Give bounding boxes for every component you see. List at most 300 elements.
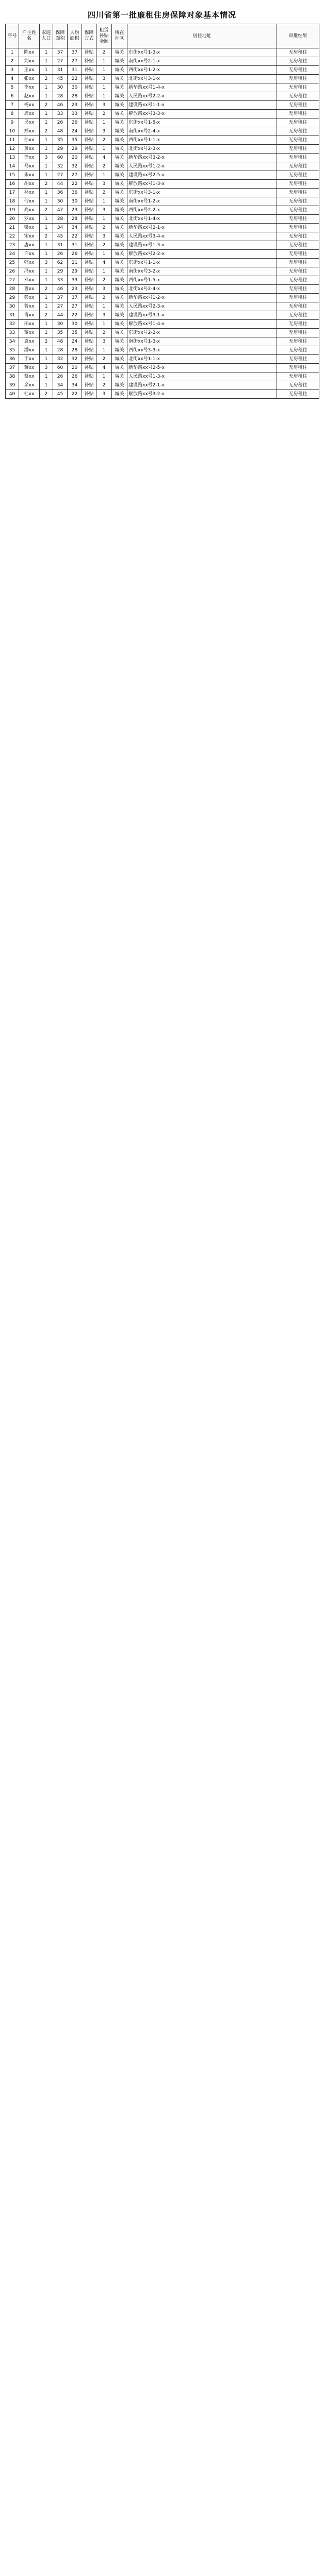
table-cell: 1 bbox=[6, 48, 19, 57]
table-cell: 宋xx bbox=[19, 232, 40, 241]
table-cell: 无房租住 bbox=[277, 346, 319, 355]
table-cell: 6 bbox=[6, 92, 19, 101]
table-cell: 3 bbox=[96, 285, 112, 294]
table-cell: 35 bbox=[6, 346, 19, 355]
table-cell: 西街xx号2-2-x bbox=[127, 206, 277, 215]
table-cell: 47 bbox=[53, 206, 68, 215]
table-cell: 城关 bbox=[112, 241, 127, 250]
table-row bbox=[6, 364, 319, 372]
table-cell: 1 bbox=[40, 250, 53, 259]
table-cell: 26 bbox=[6, 267, 19, 276]
table-cell: 无房租住 bbox=[277, 372, 319, 381]
table-cell: 27 bbox=[53, 171, 68, 180]
table-cell: 39 bbox=[6, 381, 19, 390]
table-cell: 32 bbox=[53, 162, 68, 171]
table-cell: 44 bbox=[53, 180, 68, 189]
table-cell: 3 bbox=[96, 232, 112, 241]
table-cell: 1 bbox=[40, 372, 53, 381]
table-row bbox=[6, 101, 319, 110]
table-cell: 29 bbox=[68, 267, 82, 276]
table-cell: 补贴 bbox=[82, 66, 96, 75]
table-cell: 无房租住 bbox=[277, 241, 319, 250]
table-cell: 22 bbox=[68, 180, 82, 189]
table-cell: 2 bbox=[96, 224, 112, 232]
table-cell: 29 bbox=[6, 294, 19, 302]
table-cell: 补贴 bbox=[82, 215, 96, 224]
table-cell: 无房租住 bbox=[277, 189, 319, 197]
table-cell: 31 bbox=[53, 66, 68, 75]
header-cell: 租赁补贴金额 bbox=[96, 24, 112, 48]
table-row bbox=[6, 259, 319, 267]
header-cell: 家庭人口 bbox=[40, 24, 53, 48]
table-row bbox=[6, 267, 319, 276]
table-cell: 31 bbox=[68, 241, 82, 250]
table-cell: 30 bbox=[53, 197, 68, 206]
table-cell: 7 bbox=[6, 101, 19, 110]
table-cell: 60 bbox=[53, 154, 68, 162]
table-cell: 补贴 bbox=[82, 232, 96, 241]
table-cell: 补贴 bbox=[82, 285, 96, 294]
table-cell: 2 bbox=[96, 381, 112, 390]
table-cell: 林xx bbox=[19, 189, 40, 197]
table-cell: 30 bbox=[68, 320, 82, 329]
table-cell: 1 bbox=[96, 267, 112, 276]
table-cell: 30 bbox=[68, 83, 82, 92]
table-cell: 3 bbox=[6, 66, 19, 75]
table-cell: 无房租住 bbox=[277, 110, 319, 118]
table-cell: 5 bbox=[6, 83, 19, 92]
table-cell: 28 bbox=[68, 215, 82, 224]
table-cell: 城关 bbox=[112, 189, 127, 197]
table-cell: 34 bbox=[6, 337, 19, 346]
table-cell: 27 bbox=[68, 302, 82, 311]
table-cell: 35 bbox=[68, 329, 82, 337]
table-row bbox=[6, 372, 319, 381]
table-cell: 32 bbox=[68, 162, 82, 171]
table-cell: 3 bbox=[96, 390, 112, 399]
table-cell: 补贴 bbox=[82, 145, 96, 154]
table-cell: 城关 bbox=[112, 197, 127, 206]
table-cell: 2 bbox=[40, 101, 53, 110]
table-cell: 王xx bbox=[19, 66, 40, 75]
document-sheet bbox=[5, 6, 319, 399]
table-row bbox=[6, 320, 319, 329]
table-cell: 无房租住 bbox=[277, 154, 319, 162]
table-cell: 何xx bbox=[19, 197, 40, 206]
table-cell: 南街xx号2-4-x bbox=[127, 127, 277, 136]
table-cell: 无房租住 bbox=[277, 381, 319, 390]
table-cell: 吴xx bbox=[19, 118, 40, 127]
table-cell: 34 bbox=[53, 224, 68, 232]
table-cell: 38 bbox=[6, 372, 19, 381]
table-cell: 30 bbox=[53, 320, 68, 329]
table-cell: 杨xx bbox=[19, 101, 40, 110]
table-cell: 35 bbox=[68, 136, 82, 145]
table-cell: 人民路xx号2-2-x bbox=[127, 92, 277, 101]
table-cell: 24 bbox=[6, 250, 19, 259]
table-cell: 2 bbox=[96, 355, 112, 364]
table-cell: 无房租住 bbox=[277, 92, 319, 101]
table-cell: 1 bbox=[40, 276, 53, 285]
table-cell: 建设路xx号1-3-x bbox=[127, 241, 277, 250]
header-cell: 保障方式 bbox=[82, 24, 96, 48]
table-cell: 31 bbox=[68, 66, 82, 75]
table-cell: 1 bbox=[96, 215, 112, 224]
table-cell: 33 bbox=[53, 276, 68, 285]
table-cell: 28 bbox=[68, 346, 82, 355]
table-row bbox=[6, 48, 319, 57]
header-cell: 人均面积 bbox=[68, 24, 82, 48]
table-cell: 建设路xx号3-1-x bbox=[127, 311, 277, 320]
table-cell: 22 bbox=[68, 311, 82, 320]
table-body bbox=[6, 48, 319, 399]
table-cell: 无房租住 bbox=[277, 320, 319, 329]
table-cell: 孙xx bbox=[19, 136, 40, 145]
table-cell: 2 bbox=[40, 206, 53, 215]
table-cell: 1 bbox=[40, 66, 53, 75]
table-cell: 罗xx bbox=[19, 215, 40, 224]
header-cell: 户主姓名 bbox=[19, 24, 40, 48]
table-row bbox=[6, 276, 319, 285]
table-cell: 28 bbox=[68, 92, 82, 101]
table-cell: 2 bbox=[40, 311, 53, 320]
table-cell: 无房租住 bbox=[277, 232, 319, 241]
table-cell: 28 bbox=[6, 285, 19, 294]
table-cell: 李xx bbox=[19, 83, 40, 92]
table-cell: 南街xx号1-3-x bbox=[127, 337, 277, 346]
table-cell: 无房租住 bbox=[277, 145, 319, 154]
table-cell: 1 bbox=[96, 250, 112, 259]
table-cell: 补贴 bbox=[82, 355, 96, 364]
table-cell: 22 bbox=[68, 75, 82, 83]
table-cell: 城关 bbox=[112, 372, 127, 381]
table-cell: 补贴 bbox=[82, 101, 96, 110]
table-cell: 西街xx号1-5-x bbox=[127, 276, 277, 285]
table-cell: 补贴 bbox=[82, 224, 96, 232]
table-cell: 34 bbox=[53, 381, 68, 390]
table-cell: 曾xx bbox=[19, 302, 40, 311]
table-cell: 2 bbox=[96, 329, 112, 337]
table-cell: 40 bbox=[6, 390, 19, 399]
table-cell: 12 bbox=[6, 145, 19, 154]
table-cell: 城关 bbox=[112, 171, 127, 180]
header-cell: 保障面积 bbox=[53, 24, 68, 48]
table-cell: 城关 bbox=[112, 92, 127, 101]
table-cell: 补贴 bbox=[82, 259, 96, 267]
table-cell: 城关 bbox=[112, 66, 127, 75]
table-cell: 东街xx号1-3-x bbox=[127, 48, 277, 57]
table-row bbox=[6, 302, 319, 311]
table-cell: 36 bbox=[53, 189, 68, 197]
table-cell: 28 bbox=[53, 92, 68, 101]
table-cell: 1 bbox=[40, 241, 53, 250]
table-cell: 32 bbox=[6, 320, 19, 329]
table-cell: 补贴 bbox=[82, 250, 96, 259]
table-cell: 于xx bbox=[19, 355, 40, 364]
table-cell: 23 bbox=[68, 285, 82, 294]
table-cell: 无房租住 bbox=[277, 329, 319, 337]
table-cell: 2 bbox=[96, 241, 112, 250]
table-cell: 北街xx号2-4-x bbox=[127, 285, 277, 294]
table-cell: 1 bbox=[40, 224, 53, 232]
document-title: 四川省第一批廉租住房保障对象基本情况 bbox=[87, 10, 236, 20]
table-cell: 北街xx号1-4-x bbox=[127, 215, 277, 224]
table-cell: 彭xx bbox=[19, 294, 40, 302]
table-cell: 29 bbox=[53, 145, 68, 154]
table-cell: 1 bbox=[40, 294, 53, 302]
table-cell: 补贴 bbox=[82, 294, 96, 302]
table-cell: 补贴 bbox=[82, 241, 96, 250]
table-cell: 26 bbox=[53, 250, 68, 259]
table-cell: 补贴 bbox=[82, 206, 96, 215]
table-cell: 南街xx号2-1-x bbox=[127, 57, 277, 66]
table-cell: 21 bbox=[6, 224, 19, 232]
table-cell: 1 bbox=[40, 48, 53, 57]
table-cell: 无房租住 bbox=[277, 75, 319, 83]
table-cell: 城关 bbox=[112, 267, 127, 276]
table-cell: 3 bbox=[40, 364, 53, 372]
table-cell: 1 bbox=[96, 83, 112, 92]
table-cell: 9 bbox=[6, 118, 19, 127]
table-cell: 董xx bbox=[19, 329, 40, 337]
table-cell: 城关 bbox=[112, 154, 127, 162]
table-cell: 城关 bbox=[112, 110, 127, 118]
table-cell: 西街xx号3-3-x bbox=[127, 346, 277, 355]
table-cell: 1 bbox=[40, 83, 53, 92]
table-row bbox=[6, 337, 319, 346]
header-cell: 序号 bbox=[6, 24, 19, 48]
table-row bbox=[6, 355, 319, 364]
table-cell: 1 bbox=[96, 145, 112, 154]
table-cell: 补贴 bbox=[82, 197, 96, 206]
table-cell: 30 bbox=[68, 197, 82, 206]
table-cell: 无房租住 bbox=[277, 224, 319, 232]
table-cell: 补贴 bbox=[82, 118, 96, 127]
table-cell: 35 bbox=[53, 136, 68, 145]
table-cell: 补贴 bbox=[82, 180, 96, 189]
table-row bbox=[6, 127, 319, 136]
table-cell: 22 bbox=[68, 390, 82, 399]
table-cell: 37 bbox=[68, 48, 82, 57]
table-cell: 补贴 bbox=[82, 154, 96, 162]
table-cell: 2 bbox=[96, 189, 112, 197]
table-cell: 无房租住 bbox=[277, 118, 319, 127]
table-cell: 南街xx号1-2-x bbox=[127, 197, 277, 206]
table-cell: 45 bbox=[53, 75, 68, 83]
table-row bbox=[6, 118, 319, 127]
table-cell: 城关 bbox=[112, 180, 127, 189]
table-cell: 27 bbox=[6, 276, 19, 285]
table-cell: 杜xx bbox=[19, 390, 40, 399]
table-cell: 16 bbox=[6, 180, 19, 189]
table-cell: 37 bbox=[68, 294, 82, 302]
table-cell: 13 bbox=[6, 154, 19, 162]
table-cell: 北街xx号1-1-x bbox=[127, 355, 277, 364]
table-cell: 新华路xx号1-4-x bbox=[127, 83, 277, 92]
table-cell: 4 bbox=[6, 75, 19, 83]
table-cell: 建设路xx号1-1-x bbox=[127, 101, 277, 110]
table-cell: 无房租住 bbox=[277, 83, 319, 92]
table-cell: 城关 bbox=[112, 57, 127, 66]
table-cell: 无房租住 bbox=[277, 285, 319, 294]
table-cell: 45 bbox=[53, 390, 68, 399]
table-cell: 城关 bbox=[112, 136, 127, 145]
table-cell: 2 bbox=[40, 390, 53, 399]
header-cell: 所在社区 bbox=[112, 24, 127, 48]
table-cell: 无房租住 bbox=[277, 197, 319, 206]
table-cell: 城关 bbox=[112, 145, 127, 154]
table-cell: 无房租住 bbox=[277, 250, 319, 259]
table-row bbox=[6, 189, 319, 197]
table-cell: 人民路xx号1-2-x bbox=[127, 162, 277, 171]
table-cell: 西街xx号1-2-x bbox=[127, 66, 277, 75]
table-cell: 1 bbox=[40, 346, 53, 355]
table-cell: 补贴 bbox=[82, 189, 96, 197]
table-cell: 3 bbox=[96, 206, 112, 215]
table-cell: 36 bbox=[68, 189, 82, 197]
table-cell: 城关 bbox=[112, 337, 127, 346]
table-cell: 城关 bbox=[112, 48, 127, 57]
table-cell: 补贴 bbox=[82, 311, 96, 320]
table-cell: 无房租住 bbox=[277, 294, 319, 302]
table-cell: 2 bbox=[96, 162, 112, 171]
table-cell: 1 bbox=[40, 302, 53, 311]
table-cell: 34 bbox=[68, 224, 82, 232]
table-cell: 补贴 bbox=[82, 92, 96, 101]
table-cell: 补贴 bbox=[82, 136, 96, 145]
table-cell: 26 bbox=[68, 372, 82, 381]
table-header-row bbox=[6, 24, 319, 48]
table-cell: 无房租住 bbox=[277, 276, 319, 285]
table-row bbox=[6, 294, 319, 302]
table-cell: 城关 bbox=[112, 329, 127, 337]
table-cell: 1 bbox=[96, 346, 112, 355]
table-cell: 新华路xx号3-2-x bbox=[127, 154, 277, 162]
table-cell: 36 bbox=[6, 355, 19, 364]
table-cell: 20 bbox=[68, 154, 82, 162]
table-cell: 1 bbox=[40, 381, 53, 390]
table-cell: 冯xx bbox=[19, 267, 40, 276]
table-cell: 肖xx bbox=[19, 311, 40, 320]
table-cell: 余xx bbox=[19, 381, 40, 390]
table-cell: 32 bbox=[68, 355, 82, 364]
table-cell: 1 bbox=[96, 66, 112, 75]
table-cell: 1 bbox=[40, 197, 53, 206]
table-cell: 2 bbox=[40, 232, 53, 241]
table-cell: 无房租住 bbox=[277, 127, 319, 136]
table-cell: 东街xx号1-1-x bbox=[127, 259, 277, 267]
table-cell: 补贴 bbox=[82, 329, 96, 337]
table-cell: 1 bbox=[40, 215, 53, 224]
table-row bbox=[6, 381, 319, 390]
table-cell: 朱xx bbox=[19, 171, 40, 180]
table-cell: 1 bbox=[96, 372, 112, 381]
table-cell: 补贴 bbox=[82, 346, 96, 355]
table-cell: 补贴 bbox=[82, 372, 96, 381]
table-row bbox=[6, 83, 319, 92]
table-cell: 城关 bbox=[112, 320, 127, 329]
table-cell: 人民路xx号3-4-x bbox=[127, 232, 277, 241]
table-cell: 2 bbox=[96, 294, 112, 302]
table-cell: 蔡xx bbox=[19, 372, 40, 381]
table-cell: 补贴 bbox=[82, 320, 96, 329]
table-cell: 无房租住 bbox=[277, 206, 319, 215]
table-cell: 城关 bbox=[112, 206, 127, 215]
table-cell: 14 bbox=[6, 162, 19, 171]
table-row bbox=[6, 285, 319, 294]
table-row bbox=[6, 197, 319, 206]
table-cell: 3 bbox=[40, 154, 53, 162]
table-cell: 3 bbox=[96, 337, 112, 346]
table-cell: 37 bbox=[6, 364, 19, 372]
table-cell: 1 bbox=[40, 189, 53, 197]
table-cell: 1 bbox=[96, 197, 112, 206]
header-cell: 居住地址 bbox=[127, 24, 277, 48]
table-cell: 建设路xx号2-5-x bbox=[127, 171, 277, 180]
table-cell: 29 bbox=[68, 145, 82, 154]
table-row bbox=[6, 232, 319, 241]
table-cell: 城关 bbox=[112, 346, 127, 355]
table-cell: 无房租住 bbox=[277, 162, 319, 171]
table-cell: 11 bbox=[6, 136, 19, 145]
table-cell: 城关 bbox=[112, 276, 127, 285]
table-cell: 新华路xx号1-2-x bbox=[127, 294, 277, 302]
table-row bbox=[6, 75, 319, 83]
table-cell: 新华路xx号2-5-x bbox=[127, 364, 277, 372]
table-cell: 3 bbox=[96, 127, 112, 136]
table-cell: 人民路xx号1-3-x bbox=[127, 372, 277, 381]
table-cell: 许xx bbox=[19, 250, 40, 259]
table-cell: 30 bbox=[53, 83, 68, 92]
table-cell: 1 bbox=[96, 118, 112, 127]
table-cell: 2 bbox=[6, 57, 19, 66]
table-cell: 黄xx bbox=[19, 145, 40, 154]
table-cell: 无房租住 bbox=[277, 267, 319, 276]
table-cell: 城关 bbox=[112, 215, 127, 224]
table-cell: 1 bbox=[40, 92, 53, 101]
table-cell: 曹xx bbox=[19, 285, 40, 294]
table-cell: 27 bbox=[68, 57, 82, 66]
table-cell: 城关 bbox=[112, 294, 127, 302]
table-row bbox=[6, 145, 319, 154]
table-cell: 城关 bbox=[112, 232, 127, 241]
table-cell: 26 bbox=[53, 372, 68, 381]
table-cell: 27 bbox=[53, 302, 68, 311]
table-cell: 34 bbox=[68, 381, 82, 390]
table-cell: 城关 bbox=[112, 285, 127, 294]
table-cell: 陈xx bbox=[19, 48, 40, 57]
table-cell: 1 bbox=[96, 57, 112, 66]
table-cell: 东街xx号1-5-x bbox=[127, 118, 277, 127]
table-cell: 2 bbox=[96, 48, 112, 57]
table-cell: 2 bbox=[40, 127, 53, 136]
table-cell: 无房租住 bbox=[277, 337, 319, 346]
table-cell: 新华路xx号2-1-x bbox=[127, 224, 277, 232]
table-cell: 补贴 bbox=[82, 75, 96, 83]
table-cell: 4 bbox=[96, 259, 112, 267]
table-cell: 补贴 bbox=[82, 302, 96, 311]
table-cell: 31 bbox=[53, 241, 68, 250]
table-cell: 3 bbox=[40, 259, 53, 267]
table-cell: 蒋xx bbox=[19, 364, 40, 372]
table-cell: 补贴 bbox=[82, 337, 96, 346]
table-cell: 周xx bbox=[19, 110, 40, 118]
table-row bbox=[6, 224, 319, 232]
table-cell: 2 bbox=[40, 75, 53, 83]
table-cell: 2 bbox=[40, 337, 53, 346]
table-cell: 27 bbox=[68, 171, 82, 180]
table-cell: 郑xx bbox=[19, 127, 40, 136]
